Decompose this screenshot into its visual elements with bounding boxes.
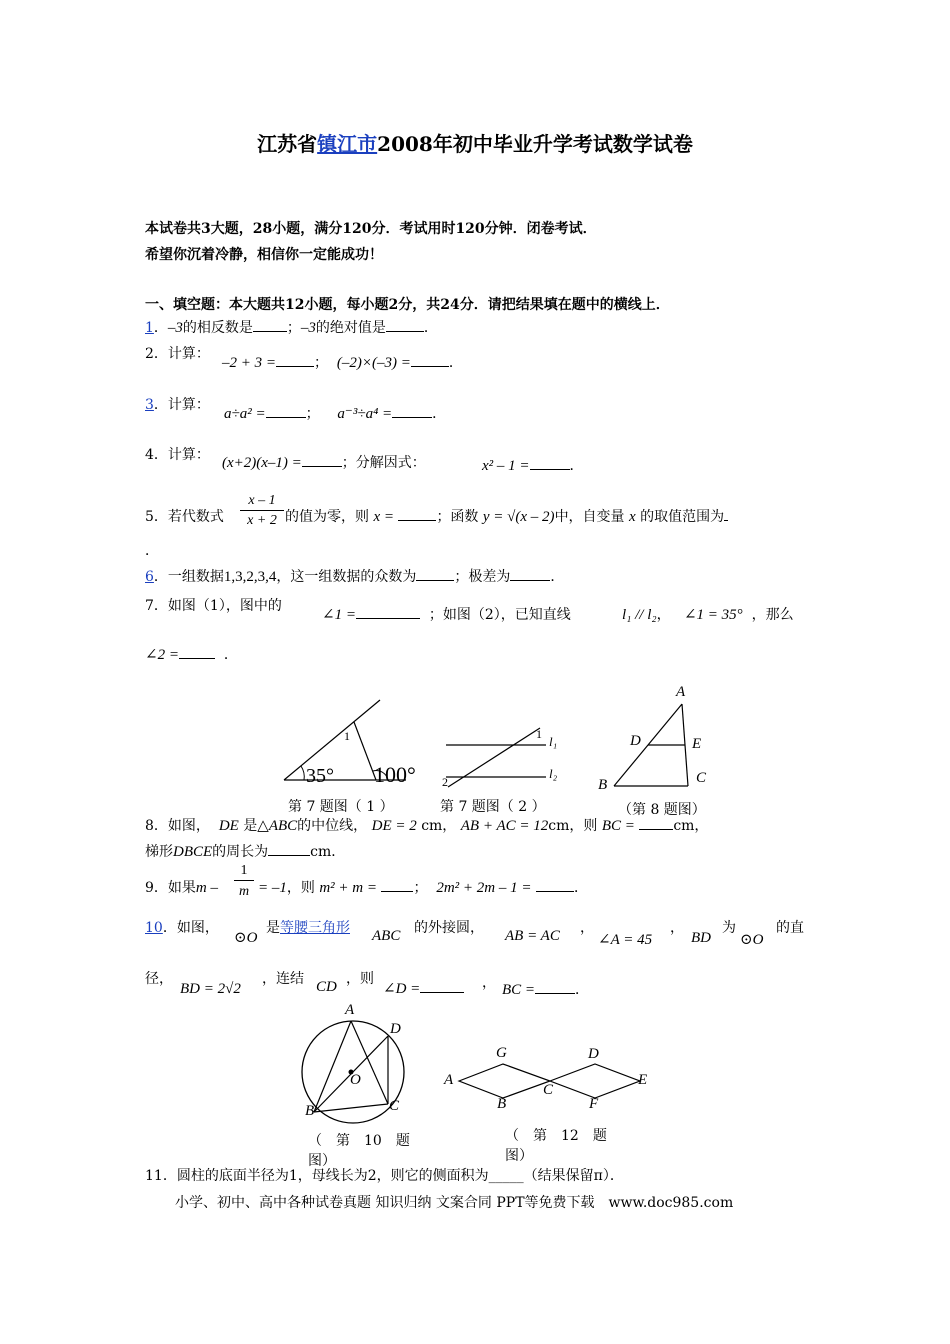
question-9-fraction: 1 m: [234, 862, 254, 903]
question-3: 3．计算：: [145, 397, 210, 413]
fig7b-transversal: [448, 728, 540, 787]
answer-blank: [530, 457, 570, 470]
question-11: 11．圆柱的底面半径为1，母线长为2，则它的侧面积为_____（结果保留π）．: [145, 1168, 624, 1184]
question-10-math-3: AB = AC: [505, 928, 560, 944]
question-5-fraction: x – 1 x + 2: [240, 492, 284, 531]
fig8-label-D: D: [630, 733, 641, 749]
question-7-line-2: ∠2 = ．: [145, 647, 238, 663]
question-6: 6．一组数据1,3,2,3,4，这一组数据的众数为 ；极差为 ．: [145, 569, 565, 585]
question-8: 8．如图， DE 是△ABC的中位线， DE = 2 cm， AB + AC = 12cm，则 BC = cm，: [145, 818, 709, 834]
question-4-math: (x+2)(x–1) = ；分解因式：: [222, 455, 426, 471]
question-10-math-9: ∠D =: [383, 979, 464, 998]
section-1-heading: 一、填空题：本大题共12小题，每小题2分，共24分．请把结果填在题中的横线上．: [145, 297, 670, 313]
isosceles-triangle-link[interactable]: 等腰三角形: [280, 920, 350, 936]
fig8-label-B: B: [598, 777, 608, 793]
fig12-rhombus-right: [550, 1064, 640, 1098]
question-10-math-1: ⊙O: [234, 930, 258, 946]
fig10-caption-1: （ 第 10 题: [308, 1133, 410, 1149]
question-10-math-6: ⊙O: [740, 932, 764, 948]
question-8-line-2: 梯形DBCE的周长为 cm．: [145, 844, 346, 860]
question-7: 7．如图（1），图中的: [145, 598, 282, 614]
fig12-label-B: B: [497, 1096, 507, 1112]
fig12-label-E: E: [638, 1072, 648, 1088]
fig7b-caption: 第 7 题图（ 2 ）: [440, 799, 546, 815]
fig10-label-O: O: [350, 1072, 361, 1088]
question-9-rest: = –1，则 m² + m = ； 2m² + 2m – 1 = ．: [258, 880, 588, 896]
fig7a-caption: 第 7 题图（ 1 ）: [288, 799, 394, 815]
question-4-math-2: x² – 1 = ．: [482, 458, 584, 474]
fig7a-arc-35: [301, 766, 304, 780]
intro-line-2: 希望你沉着冷静，相信你一定能成功！: [145, 247, 383, 263]
question-1-link[interactable]: 1: [145, 320, 154, 336]
question-10-math-7: BD = 2√2: [180, 981, 241, 997]
answer-blank: [639, 817, 673, 830]
fig10-label-B: B: [305, 1103, 315, 1119]
question-3-math: a÷a² = ； a⁻³÷a⁴ = ．: [224, 406, 447, 422]
answer-blank: [392, 405, 432, 418]
question-5-end: ．: [145, 543, 159, 559]
question-4: 4．计算：: [145, 447, 210, 463]
title-link-zhenjiang[interactable]: 镇江市: [317, 132, 378, 156]
answer-blank: [411, 354, 449, 367]
fig8-label-C: C: [696, 770, 707, 786]
answer-blank: [398, 508, 436, 521]
question-10-math-5: BD: [691, 930, 711, 946]
answer-blank: [416, 568, 454, 581]
fig7a-label-1: 1: [344, 729, 350, 743]
fig7b-label-l2: l₂: [549, 766, 558, 781]
page-title: 江苏省镇江市2008年初中毕业升学考试数学试卷: [257, 132, 693, 156]
answer-blank: [266, 405, 306, 418]
answer-blank: [179, 646, 215, 659]
question-10-text-2: 的外接圆，: [414, 920, 484, 936]
question-2: 2．计算：: [145, 346, 210, 362]
fig7b-label-1: 1: [536, 727, 542, 741]
question-10-sep-1: ，: [580, 920, 594, 936]
fig7a-label-35: 35°: [306, 765, 334, 787]
fig8-caption: （第 8 题图）: [618, 802, 706, 818]
question-10-math-2: ABC: [372, 928, 401, 944]
fig10-ac: [351, 1021, 388, 1104]
answer-blank: [510, 568, 550, 581]
question-10-text-3: 为: [722, 920, 736, 936]
answer-blank: [724, 508, 728, 521]
question-3-link[interactable]: 3: [145, 397, 154, 413]
question-7-math-1: ∠1 = ；如图（2），已知直线: [322, 607, 571, 623]
question-9: 9．如果m –: [145, 880, 219, 896]
fig7b-label-2: 2: [442, 775, 448, 789]
fig8-label-E: E: [692, 736, 702, 752]
question-10-text-1: 是等腰三角形: [266, 920, 350, 936]
answer-blank: [356, 606, 420, 619]
question-10-sep-3: ，: [482, 975, 496, 991]
answer-blank: [268, 843, 310, 856]
question-10: 10．如图，: [145, 920, 219, 936]
fig10-ab: [314, 1021, 351, 1112]
fig7a-side: [354, 722, 376, 780]
question-2-math: –2 + 3 = ； (–2)×(–3) = ．: [222, 355, 463, 371]
answer-blank: [536, 879, 574, 892]
fig12-label-D: D: [588, 1046, 599, 1062]
question-6-link[interactable]: 6: [145, 569, 154, 585]
question-10-text-5: ，连结: [262, 971, 304, 987]
intro-line-1: 本试卷共3大题，28小题，满分120分．考试用时120分钟．闭卷考试．: [145, 221, 597, 237]
answer-blank: [386, 319, 424, 332]
question-5: 5．若代数式: [145, 509, 224, 525]
fig12-label-A: A: [444, 1072, 454, 1088]
question-10-math-10: BC = ．: [502, 982, 590, 998]
fig12-label-C: C: [543, 1082, 554, 1098]
fig12-label-F: F: [589, 1096, 599, 1112]
fig7a-label-100: 100°: [374, 762, 416, 787]
question-10-text-6: ，则: [346, 971, 374, 987]
fig12-label-G: G: [496, 1045, 507, 1061]
fig7b-label-l1: l₁: [549, 734, 558, 749]
question-10-link[interactable]: 10: [145, 920, 163, 936]
answer-blank: [276, 354, 314, 367]
fig10-label-D: D: [390, 1021, 401, 1037]
figure-8: [610, 700, 700, 790]
fig10-bc: [314, 1104, 388, 1112]
question-10-sep-2: ，: [670, 920, 684, 936]
fig8-label-A: A: [676, 684, 686, 700]
fig12-caption-2: 图）: [505, 1148, 533, 1164]
question-7-math-2: l₁ // l₂， ∠1 = 35° ，那么: [622, 607, 794, 623]
question-10-math-4: ∠A = 45: [598, 932, 653, 948]
fig10-label-C: C: [389, 1098, 400, 1114]
fig12-caption-1: （ 第 12 题: [505, 1128, 607, 1144]
fig10-caption-2: 图）: [308, 1153, 336, 1169]
fig12-rhombus-left: [459, 1064, 550, 1098]
question-10-line-2: 径，: [145, 971, 173, 987]
answer-blank: [253, 319, 287, 332]
question-5-rest: 的值为零，则 x = ；函数 y = √(x – 2)中，自变量 x 的取值范围为: [285, 506, 728, 526]
answer-blank: [381, 879, 413, 892]
page-footer: 小学、初中、高中各种试卷真题 知识归纳 文案合同 PPT等免费下载 www.doc985.com: [175, 1195, 734, 1211]
fig10-label-A: A: [345, 1002, 355, 1018]
answer-blank: [302, 454, 342, 467]
question-10-text-4: 的直: [776, 920, 804, 936]
answer-blank: [420, 980, 464, 993]
answer-blank: [535, 981, 575, 994]
question-1: 1．–3的相反数是 ；–3的绝对值是 ．: [145, 320, 438, 336]
question-10-math-8: CD: [316, 979, 337, 995]
